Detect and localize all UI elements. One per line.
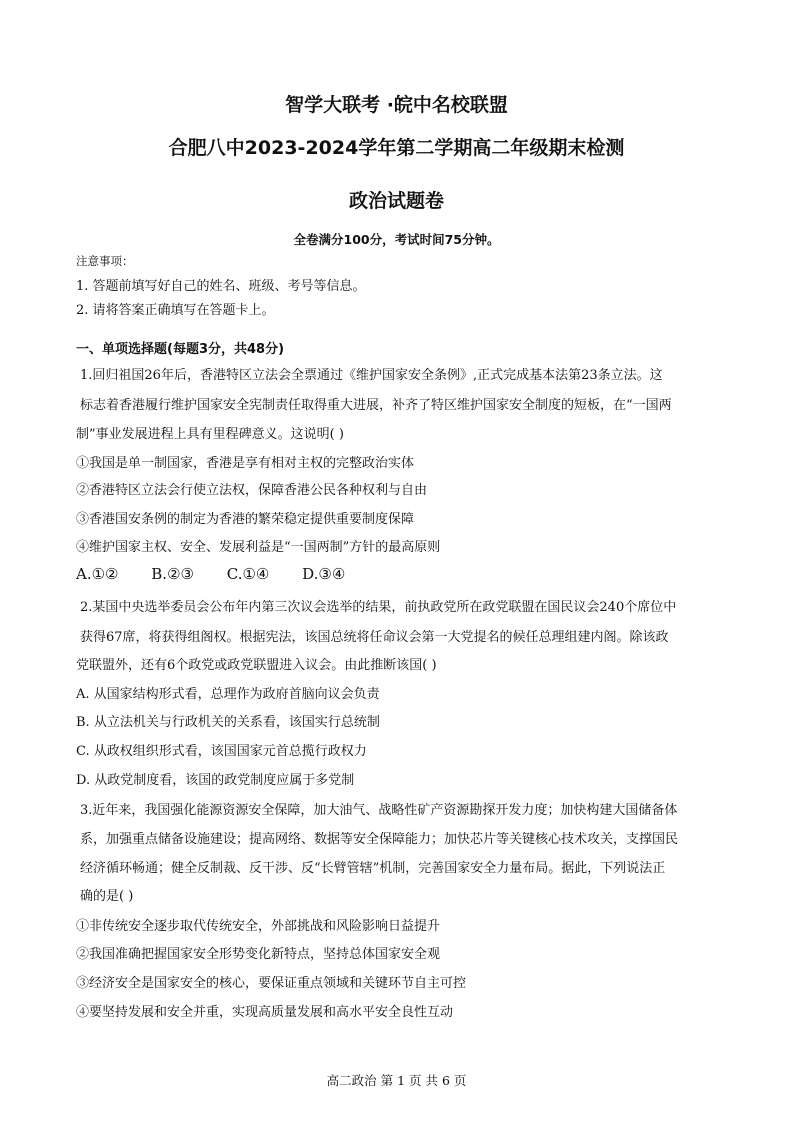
notice-item: 2. 请将答案正确填写在答题卡上。 xyxy=(76,303,275,318)
q1-item: ②香港特区立法会行使立法权，保障香港公民各种权利与自由 xyxy=(76,483,428,498)
exam-header-line1: 智学大联考 ·皖中名校联盟 xyxy=(285,94,508,116)
q1-stem-line: 标志着香港履行维护国家安全宪制责任取得重大进展，补齐了特区维护国家安全制度的短板，在“一国两 xyxy=(80,398,672,413)
q3-stem-line: 3.近年来，我国强化能源资源安全保障，加大油气、战略性矿产资源勘探开发力度；加快构建大国储备体 xyxy=(80,803,678,818)
q3-stem-line: 确的是( ) xyxy=(80,889,134,904)
q1-item: ③香港国安条例的制定为香港的繁荣稳定提供重要制度保障 xyxy=(76,512,415,527)
exam-meta: 全卷满分100分，考试时间75分钟。 xyxy=(293,232,500,247)
q1-item: ④维护国家主权、安全、发展利益是“一国两制”方针的最高原则 xyxy=(76,540,441,555)
q1-option-d: D.③④ xyxy=(302,565,346,583)
notice-title: 注意事项： xyxy=(76,254,134,268)
exam-header-line2: 合肥八中2023-2024学年第二学期高二年级期末检测 xyxy=(168,137,625,159)
q2-option: A. 从国家结构形式看，总理作为政府首脑向议会负责 xyxy=(76,687,380,702)
section-title: 一、单项选择题(每题3分，共48分) xyxy=(76,342,285,357)
q3-item: ④要坚持发展和安全并重，实现高质量发展和高水平安全良性互动 xyxy=(76,1005,454,1020)
q1-item: ①我国是单一制国家，香港是享有相对主权的完整政治实体 xyxy=(76,456,415,471)
page-footer: 高二政治 第 1 页 共 6 页 xyxy=(326,1073,467,1088)
q1-option-a: A.①② xyxy=(76,565,119,583)
q2-option: D. 从政党制度看，该国的政党制度应属于多党制 xyxy=(76,773,355,788)
q3-item: ③经济安全是国家安全的核心，要保证重点领域和关键环节自主可控 xyxy=(76,976,467,991)
q1-stem-line: 1.回归祖国26年后，香港特区立法会全票通过《维护国家安全条例》,正式完成基本法第23条立法。这 xyxy=(80,368,663,383)
q3-stem-line: 经济循环畅通；健全反制裁、反干涉、反“长臂管辖”机制，完善国家安全力量布局。据此，下列说法正 xyxy=(80,861,666,876)
q1-options xyxy=(76,565,373,583)
q3-item: ①非传统安全逐步取代传统安全，外部挑战和风险影响日益提升 xyxy=(76,919,441,934)
q3-stem-line: 系，加强重点储备设施建设；提高网络、数据等安全保障能力；加快芯片等关键核心技术攻关，支撑国民 xyxy=(80,832,679,847)
notice-item: 1. 答题前填写好自己的姓名、班级、考号等信息。 xyxy=(76,279,366,294)
q2-stem-line: 2.某国中央选举委员会公布年内第三次议会选举的结果，前执政党所在政党联盟在国民议会240个席位中 xyxy=(80,600,677,615)
q1-option-c: C.①④ xyxy=(226,565,270,583)
q2-stem-line: 党联盟外，还有6个政党或政党联盟进入议会。由此推断该国( ) xyxy=(76,658,437,673)
q2-option: C. 从政权组织形式看，该国国家元首总揽行政权力 xyxy=(76,744,367,759)
q1-stem-line: 制”事业发展进程上具有里程碑意义。这说明( ) xyxy=(76,427,344,442)
q2-option: B. 从立法机关与行政机关的关系看，该国实行总统制 xyxy=(76,715,380,730)
q1-option-b: B.②③ xyxy=(151,565,194,583)
exam-title: 政治试题卷 xyxy=(348,190,444,212)
q3-item: ②我国准确把握国家安全形势变化新特点，坚持总体国家安全观 xyxy=(76,947,441,962)
q2-stem-line: 获得67席，将获得组阁权。根据宪法，该国总统将任命议会第一大党提名的候任总理组建内阁。除该政 xyxy=(80,630,669,645)
